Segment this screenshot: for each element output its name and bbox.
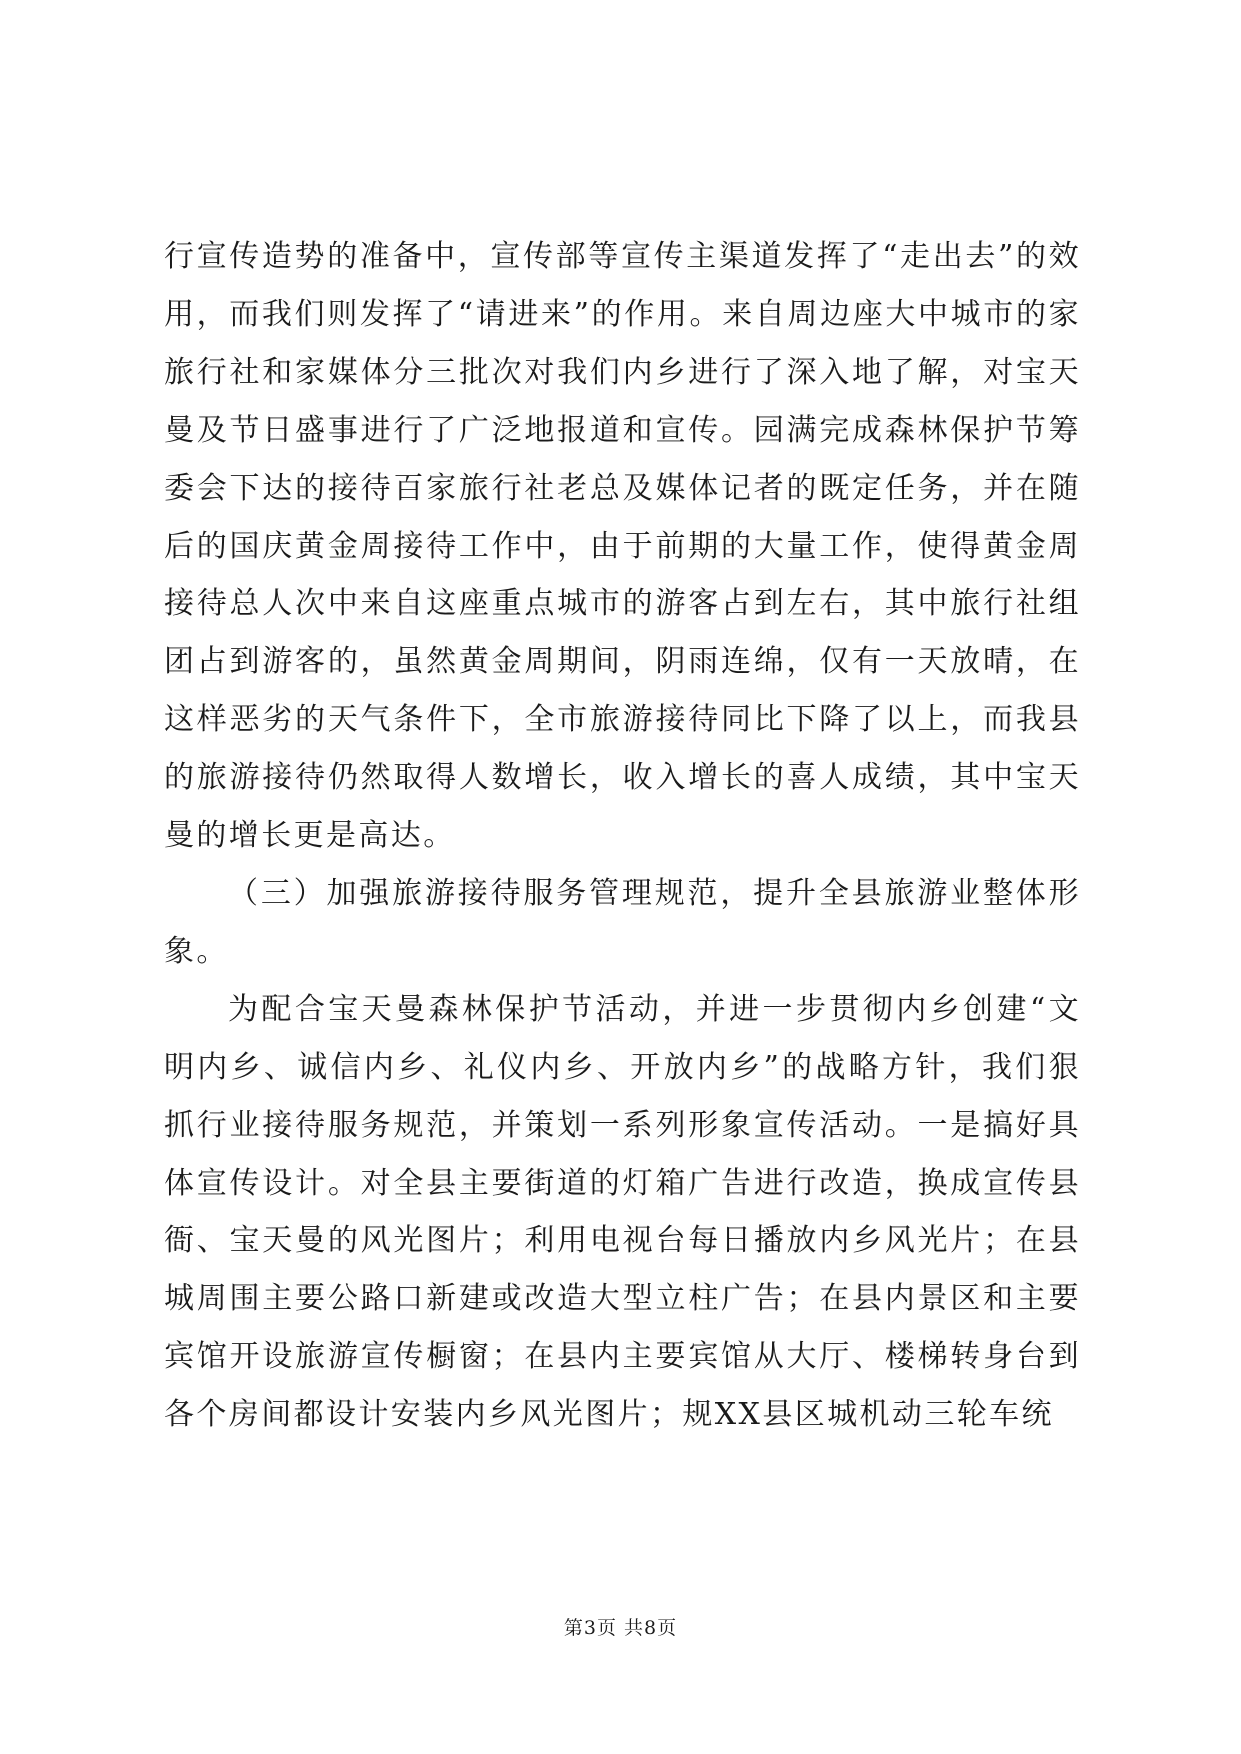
section-heading-three: （三）加强旅游接待服务管理规范，提升全县旅游业整体形象。 (164, 875, 1081, 969)
paragraph-continuation: 行宣传造势的准备中，宣传部等宣传主渠道发挥了“走出去”的效用，而我们则发挥了“请进来”的作用。来自周边座大中城市的家旅行社和家媒体分三批次对我们内乡进行了深入地了解，对宝天曼及节日盛事进行了广泛地报道和宣传。园满完成森林保护节筹委会下达的接待百家旅行社老总及媒体记者的既定任务，并在随后的国庆黄金周接待工作中，由于前期的大量工作，使得黄金周接待总人次中来自这座重点城市的游客占到左右，其中旅行社组团占到游客的，虽然黄金周期间，阴雨连绵，仅有一天放晴，在这样恶劣的天气条件下，全市旅游接待同比下降了以上，而我县的旅游接待仍然取得人数增长，收入增长的喜人成绩，其中宝天曼的增长更是高达。 (164, 239, 1081, 854)
paragraph-publicity-activities: 为配合宝天曼森林保护节活动，并进一步贯彻内乡创建“文明内乡、诚信内乡、礼仪内乡、开放内乡”的战略方针，我们狠抓行业接待服务规范，并策划一系列形象宣传活动。一是搞好具体宣传设计。对全县主要街道的灯箱广告进行改造，换成宣传县衙、宝天曼的风光图片；利用电视台每日播放内乡风光片；在县城周围主要公路口新建或改造大型立柱广告；在县内景区和主要宾馆开设旅游宣传橱窗；在县内主要宾馆从大厅、楼梯转身台到各个房间都设计安装内乡风光图片；规XX县区城机动三轮车统 (164, 991, 1081, 1433)
document-body (164, 228, 1081, 1444)
page-footer: 第3页 共8页 (563, 1617, 678, 1639)
